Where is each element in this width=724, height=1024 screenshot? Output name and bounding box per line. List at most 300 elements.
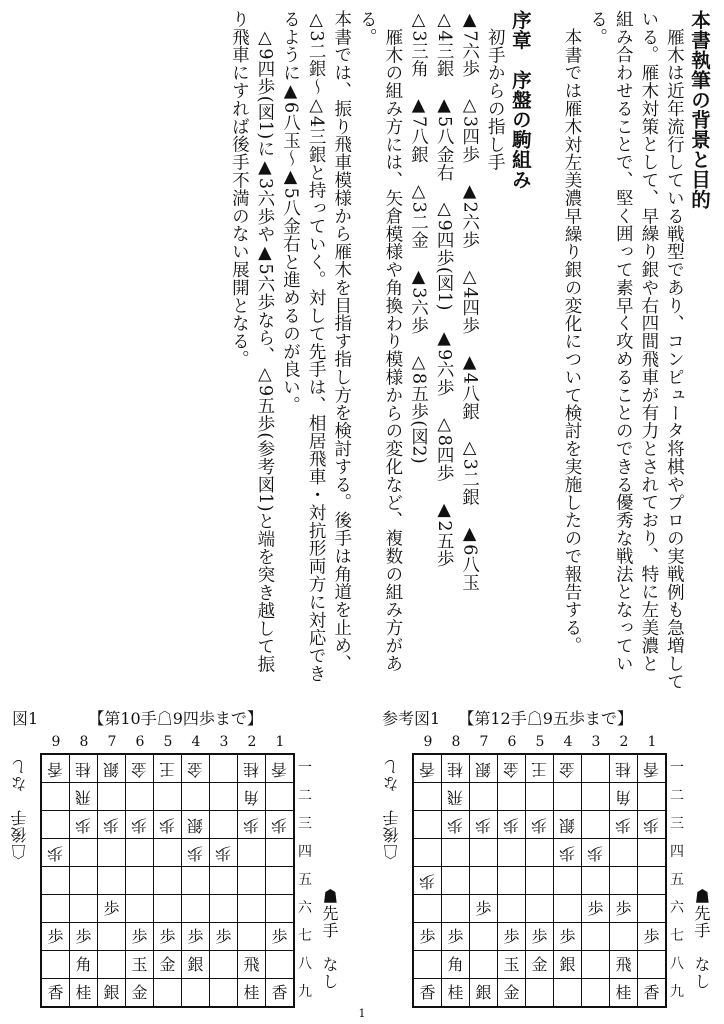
- ref1-square: [582, 923, 610, 951]
- gote-piece: 歩: [587, 843, 604, 863]
- ref1-square: [442, 923, 470, 951]
- ref1-rank-label: 四: [670, 844, 684, 860]
- fig1-square: [98, 951, 126, 979]
- ref1-rank-label: 六: [670, 900, 684, 916]
- ref1-square: [610, 979, 638, 1008]
- ref1-title: [382, 706, 633, 729]
- sente-piece: 歩: [47, 926, 64, 946]
- gote-piece: 歩: [47, 843, 64, 863]
- fig1-square: [154, 867, 182, 895]
- gote-piece: 歩: [159, 815, 176, 835]
- ref1-sente-hand: ☗先手 なし: [692, 888, 711, 990]
- ref1-square: [470, 754, 498, 783]
- fig1-square: [41, 754, 70, 783]
- gote-piece: 桂: [615, 759, 632, 779]
- gote-piece: 銀: [187, 815, 204, 835]
- fig1-gote-hand: ☖後手 なし: [10, 758, 29, 860]
- fig1-square: [98, 895, 126, 923]
- fig1-square: [182, 783, 210, 811]
- fig1-square: [182, 979, 210, 1008]
- paragraph-approach: 本書では、振り飛車模様から雁木を目指す指し方を検討する。後手は角道を止め、△3二銀～△4三銀と持っていく。対して先手は、相居飛車・対抗形両方に対応できるように▲6八玉～▲5八金右と進めるのが良い。: [280, 10, 352, 683]
- fig1-rank-label: 四: [298, 844, 312, 860]
- sente-piece: 香: [271, 982, 288, 1002]
- fig1-square: [70, 979, 98, 1008]
- ref1-square: [554, 923, 582, 951]
- ref1-square: [638, 895, 667, 923]
- fig1-label: 図1: [12, 709, 39, 728]
- fig1-square: [70, 783, 98, 811]
- fig1-square: [126, 783, 154, 811]
- gote-piece: 歩: [531, 815, 548, 835]
- ref1-square: [498, 811, 526, 839]
- sente-piece: 金: [131, 982, 148, 1002]
- ref1-square: [413, 951, 442, 979]
- gote-piece: 香: [271, 759, 288, 779]
- ref1-square: [413, 867, 442, 895]
- fig1-square: [182, 923, 210, 951]
- gote-piece: 歩: [103, 815, 120, 835]
- sente-piece: 歩: [159, 926, 176, 946]
- fig1-square: [238, 754, 266, 783]
- paragraph-formations: 雁木の組み方には、矢倉模様や角換わり模様からの変化など、複数の組み方がある。: [357, 10, 403, 672]
- fig1-square: [182, 839, 210, 867]
- fig1-square: [182, 754, 210, 783]
- fig1-square: [266, 979, 295, 1008]
- fig1-square: [238, 979, 266, 1008]
- ref1-square: [610, 754, 638, 783]
- ref1-square: [413, 923, 442, 951]
- ref1-square: [498, 839, 526, 867]
- sente-piece: 歩: [131, 926, 148, 946]
- fig1-square: [126, 839, 154, 867]
- ref1-square: [498, 867, 526, 895]
- fig1-square: [154, 839, 182, 867]
- fig1-square: [182, 895, 210, 923]
- sente-piece: 金: [531, 954, 548, 974]
- ref1-square: [554, 783, 582, 811]
- fig1-square: [266, 923, 295, 951]
- sente-piece: 角: [75, 954, 92, 974]
- sente-piece: 銀: [187, 954, 204, 974]
- ref1-square: [610, 867, 638, 895]
- ref1-rank-label: 三: [670, 816, 684, 832]
- fig1-square: [98, 754, 126, 783]
- fig1-square: [238, 923, 266, 951]
- ref1-square: [526, 923, 554, 951]
- ref1-square: [413, 895, 442, 923]
- sente-piece: 桂: [447, 982, 464, 1002]
- fig1-file-label: 2: [247, 734, 257, 750]
- gote-piece: 銀: [475, 759, 492, 779]
- gote-piece: 王: [159, 759, 176, 779]
- gote-piece: 王: [531, 759, 548, 779]
- gote-piece: 歩: [419, 871, 436, 891]
- ref1-file-label: 6: [507, 734, 517, 750]
- ref1-square: [526, 783, 554, 811]
- sente-piece: 金: [159, 954, 176, 974]
- fig1-square: [154, 951, 182, 979]
- ref1-rank-label: 二: [670, 788, 684, 804]
- sente-piece: 歩: [531, 926, 548, 946]
- ref1-square: [526, 867, 554, 895]
- ref1-square: [610, 783, 638, 811]
- ref1-square: [498, 783, 526, 811]
- fig1-file-label: 9: [51, 734, 61, 750]
- ref1-square: [582, 867, 610, 895]
- ref1-square: [470, 867, 498, 895]
- ref1-square: [582, 979, 610, 1008]
- ref1-square: [526, 811, 554, 839]
- sente-piece: 銀: [475, 982, 492, 1002]
- gote-piece: 歩: [215, 843, 232, 863]
- ref1-square: [442, 895, 470, 923]
- ref1-square: [498, 979, 526, 1008]
- ref1-square: [582, 951, 610, 979]
- ref1-square: [582, 811, 610, 839]
- fig1-square: [210, 811, 238, 839]
- ref1-square: [442, 979, 470, 1008]
- ref1-square: [498, 923, 526, 951]
- ref1-square: [526, 839, 554, 867]
- sente-piece: 桂: [75, 982, 92, 1002]
- sente-piece: 玉: [131, 954, 148, 974]
- fig1-square: [154, 811, 182, 839]
- article-body: [12, 10, 712, 690]
- ref1-square: [638, 839, 667, 867]
- ref1-square: [554, 867, 582, 895]
- sente-piece: 歩: [103, 898, 120, 918]
- fig1-square: [238, 951, 266, 979]
- ref1-square: [526, 951, 554, 979]
- ref1-file-labels: [414, 734, 666, 750]
- ref1-square: [442, 951, 470, 979]
- ref1-file-label: 3: [591, 734, 601, 750]
- ref1-rank-label: 七: [670, 928, 684, 944]
- ref1-file-label: 7: [479, 734, 489, 750]
- fig1-sente-hand: ☗先手 なし: [320, 888, 339, 990]
- fig1-square: [266, 867, 295, 895]
- fig1-rank-label: 二: [298, 788, 312, 804]
- sente-piece: 歩: [447, 926, 464, 946]
- ref1-square: [413, 811, 442, 839]
- fig1-rank-label: 三: [298, 816, 312, 832]
- ref1-square: [413, 783, 442, 811]
- sente-piece: 歩: [475, 898, 492, 918]
- paragraph-purpose: 本書では雁木対左美濃早繰り銀の変化について検討を実施したので報告する。: [562, 27, 583, 654]
- fig1-square: [210, 951, 238, 979]
- gote-piece: 桂: [447, 759, 464, 779]
- gote-piece: 角: [615, 787, 632, 807]
- fig1-square: [126, 811, 154, 839]
- fig1-square: [266, 754, 295, 783]
- sente-piece: 歩: [503, 926, 520, 946]
- ref1-square: [470, 839, 498, 867]
- fig1-square: [41, 783, 70, 811]
- fig1-square: [266, 783, 295, 811]
- fig1-square: [126, 754, 154, 783]
- fig1-file-label: 1: [275, 734, 285, 750]
- ref1-square: [442, 811, 470, 839]
- ref1-square: [638, 923, 667, 951]
- gote-piece: 歩: [243, 815, 260, 835]
- fig1-square: [41, 979, 70, 1008]
- fig1-square: [210, 979, 238, 1008]
- sente-piece: 歩: [187, 926, 204, 946]
- moves-line-3: △3三角 ▲7八銀 △3二金 ▲3六歩 △8五歩(図2): [408, 10, 429, 465]
- ref1-square: [413, 979, 442, 1008]
- gote-piece: 桂: [243, 759, 260, 779]
- gote-piece: 飛: [447, 787, 464, 807]
- fig1-square: [238, 811, 266, 839]
- ref1-square: [442, 783, 470, 811]
- gote-piece: 歩: [271, 815, 288, 835]
- gote-piece: 歩: [475, 815, 492, 835]
- ref1-square: [610, 951, 638, 979]
- fig1-square: [210, 754, 238, 783]
- fig1-square: [70, 811, 98, 839]
- ref1-rank-label: 八: [670, 956, 684, 972]
- ref1-square: [413, 839, 442, 867]
- sente-piece: 飛: [243, 954, 260, 974]
- ref1-square: [610, 839, 638, 867]
- gote-piece: 金: [559, 759, 576, 779]
- ref1-square: [638, 979, 667, 1008]
- gote-piece: 角: [243, 787, 260, 807]
- ref1-square: [554, 979, 582, 1008]
- sente-piece: 歩: [615, 898, 632, 918]
- gote-piece: 桂: [75, 759, 92, 779]
- chapter-heading: 序章 序盤の駒組み: [508, 10, 532, 190]
- fig1-square: [266, 895, 295, 923]
- fig1-square: [154, 783, 182, 811]
- ref1-file-label: 5: [535, 734, 545, 750]
- ref1-square: [582, 895, 610, 923]
- fig1-file-label: 3: [219, 734, 229, 750]
- gote-piece: 銀: [559, 815, 576, 835]
- sente-piece: 銀: [559, 954, 576, 974]
- ref1-board: [412, 753, 667, 1008]
- fig1-square: [126, 895, 154, 923]
- ref1-square: [638, 867, 667, 895]
- sente-piece: 香: [643, 982, 660, 1002]
- fig1-square: [126, 951, 154, 979]
- fig1-square: [126, 979, 154, 1008]
- ref1-square: [610, 811, 638, 839]
- fig1-square: [266, 811, 295, 839]
- ref1-square: [554, 895, 582, 923]
- fig1-square: [182, 867, 210, 895]
- ref1-square: [498, 754, 526, 783]
- sente-piece: 歩: [75, 926, 92, 946]
- fig1-square: [41, 923, 70, 951]
- sente-piece: 金: [503, 982, 520, 1002]
- gote-piece: 金: [131, 759, 148, 779]
- ref1-square: [413, 754, 442, 783]
- gote-piece: 銀: [103, 759, 120, 779]
- fig1-square: [70, 923, 98, 951]
- fig1-file-label: 6: [135, 734, 145, 750]
- ref1-square: [638, 754, 667, 783]
- ref1-square: [554, 951, 582, 979]
- gote-piece: 香: [419, 759, 436, 779]
- ref1-square: [442, 839, 470, 867]
- sente-piece: 飛: [615, 954, 632, 974]
- ref1-rank-label: 五: [670, 872, 684, 888]
- ref1-square: [610, 895, 638, 923]
- sente-piece: 銀: [103, 982, 120, 1002]
- fig1-square: [266, 839, 295, 867]
- fig1-square: [238, 839, 266, 867]
- ref1-square: [554, 811, 582, 839]
- sente-piece: 桂: [243, 982, 260, 1002]
- fig1-caption: 【第10手☖9四歩まで】: [88, 709, 263, 728]
- fig1-square: [41, 839, 70, 867]
- gote-piece: 歩: [503, 815, 520, 835]
- fig1-file-label: 4: [191, 734, 201, 750]
- gote-piece: 飛: [75, 787, 92, 807]
- gote-piece: 金: [503, 759, 520, 779]
- sente-piece: 香: [419, 982, 436, 1002]
- fig1-square: [98, 979, 126, 1008]
- ref1-caption: 【第12手☖9五歩まで】: [458, 709, 633, 728]
- fig1-board: [40, 753, 295, 1008]
- sente-piece: 歩: [587, 898, 604, 918]
- sente-piece: 歩: [419, 926, 436, 946]
- fig1-square: [238, 783, 266, 811]
- ref1-square: [582, 783, 610, 811]
- ref1-square: [610, 923, 638, 951]
- fig1-square: [70, 754, 98, 783]
- ref1-rank-label: 一: [670, 760, 684, 776]
- fig1-square: [41, 867, 70, 895]
- fig1-square: [98, 783, 126, 811]
- ref1-gote-hand: ☖後手 なし: [382, 758, 401, 860]
- ref1-square: [470, 923, 498, 951]
- ref1-square: [442, 754, 470, 783]
- sente-piece: 歩: [271, 926, 288, 946]
- fig1-rank-label: 七: [298, 928, 312, 944]
- ref1-square: [470, 951, 498, 979]
- fig1-square: [182, 951, 210, 979]
- fig1-square: [41, 811, 70, 839]
- fig1-file-label: 7: [107, 734, 117, 750]
- gote-piece: 香: [643, 759, 660, 779]
- fig1-square: [70, 839, 98, 867]
- page-number: 1: [358, 1007, 366, 1020]
- ref1-square: [554, 754, 582, 783]
- sente-piece: 歩: [215, 926, 232, 946]
- fig1-file-label: 8: [79, 734, 89, 750]
- gote-piece: 歩: [131, 815, 148, 835]
- ref1-rank-label: 九: [670, 984, 684, 1000]
- gote-piece: 歩: [615, 815, 632, 835]
- fig1-square: [238, 867, 266, 895]
- ref1-square: [442, 867, 470, 895]
- fig1-square: [182, 811, 210, 839]
- ref1-square: [470, 783, 498, 811]
- fig1-square: [154, 923, 182, 951]
- fig1-square: [70, 951, 98, 979]
- fig1-square: [154, 895, 182, 923]
- ref1-square: [470, 895, 498, 923]
- ref1-square: [498, 951, 526, 979]
- sente-piece: 香: [47, 982, 64, 1002]
- fig1-square: [98, 923, 126, 951]
- paragraph-edge-push: △9四歩(図1)に▲3六歩や▲5六歩なら、△9五歩(参考図1)と端を突き越して振り飛車にすれば後手不満のない展開となる。: [229, 10, 275, 673]
- gote-piece: 歩: [447, 815, 464, 835]
- fig1-square: [210, 783, 238, 811]
- ref1-square: [470, 979, 498, 1008]
- fig1-rank-label: 九: [298, 984, 312, 1000]
- fig1-file-labels: [42, 734, 294, 750]
- fig1-rank-label: 六: [298, 900, 312, 916]
- ref1-file-label: 8: [451, 734, 461, 750]
- fig1-square: [210, 839, 238, 867]
- moves-line-2: △4三銀 ▲5八金右 △9四歩(図1) ▲9六歩 △8四歩 ▲2五歩: [434, 10, 455, 568]
- ref1-square: [582, 839, 610, 867]
- fig1-square: [70, 895, 98, 923]
- sente-piece: 桂: [615, 982, 632, 1002]
- ref1-rank-labels: [670, 754, 684, 1006]
- sente-piece: 角: [447, 954, 464, 974]
- fig1-square: [238, 895, 266, 923]
- fig1-rank-label: 八: [298, 956, 312, 972]
- gote-piece: 歩: [559, 843, 576, 863]
- fig1-square: [266, 951, 295, 979]
- ref1-square: [638, 811, 667, 839]
- paragraph-background: 雁木は近年流行している戦型であり、コンピュータ将棋やプロの実戦例も急増している。雁木対策として、早繰り銀や右四間飛車が有力とされており、特に左美濃と組み合わせることで、堅く囲って素早く攻めることのできる優秀な戦法となっている。: [587, 10, 685, 690]
- fig1-square: [41, 895, 70, 923]
- gote-piece: 香: [47, 759, 64, 779]
- fig1-square: [210, 867, 238, 895]
- sente-piece: 歩: [559, 926, 576, 946]
- sente-piece: 玉: [503, 954, 520, 974]
- gote-piece: 歩: [75, 815, 92, 835]
- fig1-square: [154, 979, 182, 1008]
- fig1-file-label: 5: [163, 734, 173, 750]
- ref1-file-label: 2: [619, 734, 629, 750]
- fig1-rank-label: 一: [298, 760, 312, 776]
- fig1-square: [154, 754, 182, 783]
- fig1-square: [210, 923, 238, 951]
- fig1-square: [41, 951, 70, 979]
- fig1-square: [70, 867, 98, 895]
- ref1-file-label: 1: [647, 734, 657, 750]
- ref1-square: [638, 783, 667, 811]
- gote-piece: 金: [187, 759, 204, 779]
- moves-subtitle: 初手からの指し手: [485, 27, 506, 171]
- ref1-square: [638, 951, 667, 979]
- sente-piece: 歩: [643, 926, 660, 946]
- gote-piece: 歩: [643, 815, 660, 835]
- fig1-rank-labels: [298, 754, 312, 1006]
- ref1-file-label: 4: [563, 734, 573, 750]
- ref1-square: [526, 895, 554, 923]
- fig1-square: [98, 839, 126, 867]
- moves-line-1: ▲7六歩 △3四歩 ▲2六歩 △4四歩 ▲4八銀 △3二銀 ▲6八玉: [459, 10, 480, 592]
- fig1-square: [98, 867, 126, 895]
- fig1-square: [98, 811, 126, 839]
- ref1-square: [582, 754, 610, 783]
- gote-piece: 歩: [187, 843, 204, 863]
- ref1-square: [498, 895, 526, 923]
- fig1-square: [210, 895, 238, 923]
- fig1-square: [126, 867, 154, 895]
- ref1-file-label: 9: [423, 734, 433, 750]
- ref1-square: [526, 754, 554, 783]
- article-title: 本書執筆の背景と目的: [688, 10, 711, 209]
- ref1-label: 参考図1: [382, 709, 441, 728]
